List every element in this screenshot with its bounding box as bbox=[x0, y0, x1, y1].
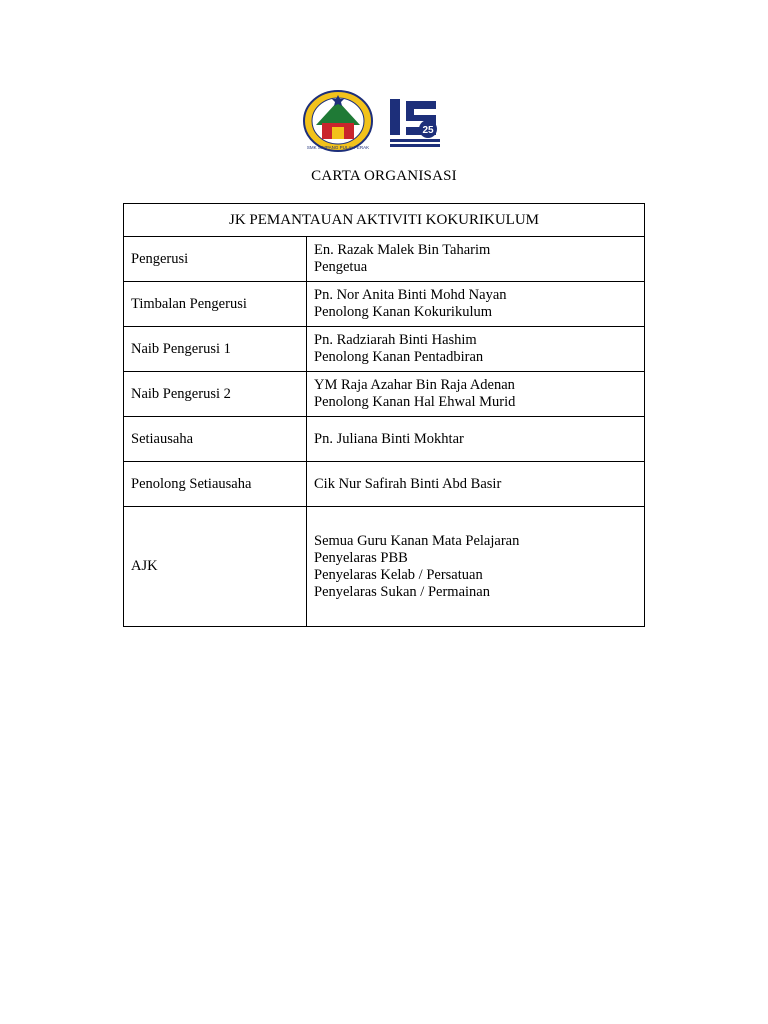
member-cell bbox=[307, 282, 645, 327]
member-cell bbox=[307, 507, 645, 627]
member-line: Penyelaras Kelab / Persatuan bbox=[314, 566, 483, 583]
table-row bbox=[124, 507, 645, 627]
member-line: Penolong Kanan Hal Ehwal Murid bbox=[314, 394, 516, 410]
role-cell: Naib Pengerusi 2 bbox=[124, 372, 307, 417]
svg-text:SMK SIMPANG PULAI PERAK: SMK SIMPANG PULAI PERAK bbox=[306, 145, 370, 150]
table-row bbox=[124, 462, 645, 507]
member-line: Penolong Kanan Pentadbiran bbox=[314, 349, 484, 365]
role-cell: Penolong Setiausaha bbox=[124, 462, 307, 507]
member-line: Pengetua bbox=[314, 259, 368, 275]
school-crest-icon bbox=[302, 89, 374, 153]
table-header-row bbox=[124, 204, 645, 237]
table-heading: JK PEMANTAUAN AKTIVITI KOKURIKULUM bbox=[124, 204, 645, 237]
member-cell bbox=[307, 417, 645, 462]
program-25-logo-icon bbox=[388, 93, 442, 149]
member-cell bbox=[307, 462, 645, 507]
table-row bbox=[124, 327, 645, 372]
member-line: YM Raja Azahar Bin Raja Adenan bbox=[314, 377, 515, 393]
member-line: Semua Guru Kanan Mata Pelajaran bbox=[314, 532, 520, 549]
member-line: En. Razak Malek Bin Taharim bbox=[314, 242, 491, 258]
member-line: Pn. Radziarah Binti Hashim bbox=[314, 332, 477, 348]
table-row bbox=[124, 372, 645, 417]
member-line: Pn. Juliana Binti Mokhtar bbox=[314, 430, 464, 447]
role-cell: Pengerusi bbox=[124, 237, 307, 282]
member-cell bbox=[307, 237, 645, 282]
member-line: Penolong Kanan Kokurikulum bbox=[314, 304, 493, 320]
member-cell bbox=[307, 327, 645, 372]
role-cell: Timbalan Pengerusi bbox=[124, 282, 307, 327]
svg-text:25: 25 bbox=[422, 125, 434, 136]
table-row bbox=[124, 417, 645, 462]
role-cell: Setiausaha bbox=[124, 417, 307, 462]
member-line: Pn. Nor Anita Binti Mohd Nayan bbox=[314, 287, 507, 303]
organization-table bbox=[123, 203, 645, 627]
member-line: Penyelaras PBB bbox=[314, 549, 408, 566]
role-cell: AJK bbox=[124, 507, 307, 627]
member-line: Penyelaras Sukan / Permainan bbox=[314, 583, 490, 600]
document-title: CARTA ORGANISASI bbox=[311, 168, 457, 184]
member-cell bbox=[307, 372, 645, 417]
table-row bbox=[124, 237, 645, 282]
member-line: Cik Nur Safirah Binti Abd Basir bbox=[314, 475, 502, 492]
logo-group bbox=[302, 89, 442, 153]
role-cell: Naib Pengerusi 1 bbox=[124, 327, 307, 372]
table-row bbox=[124, 282, 645, 327]
